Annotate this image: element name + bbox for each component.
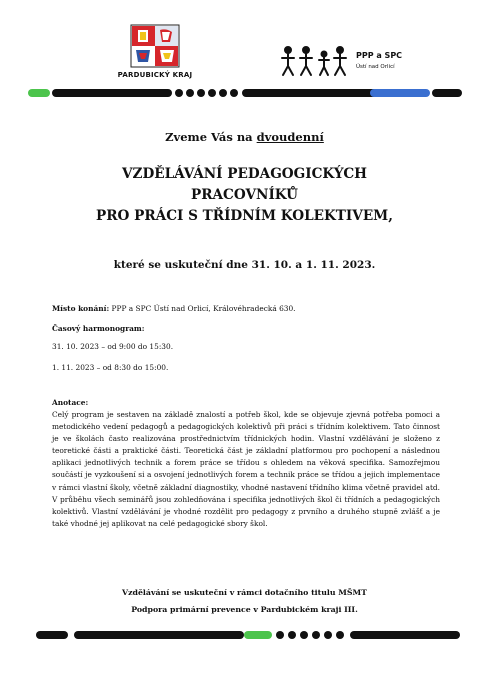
annotation-text: Celý program je sestaven na základě znalostí a potřeb škol, kde se objevuje zjevná potřeba pomoci a metodického vedení pedagogů a pedagogických kolektivů při práci s třídním kolektivem. Tato činnost je ve školách často realizována prostřednictvím třídnických hodin. Vlastní vzdělávání je složeno z teoretické části a praktické části. Teoretická část je základní platformou pro pochopení a následnou aplikaci jednotlivých technik a forem práce se třídou s ohledem na věková specifika. Samozřejmou součástí je vyzkoušení si a osvojení jednotlivých forem a technik práce se třídou a jejich implementace v rámci vlastní školy, včetně základní diagnostiky, vhodné nastavení třídního klima včetně pravidel atd. V průběhu všech seminářů jsou zohledňována i specifika jednotlivých škol či třídních a pedagogických kolektivů. Vlastní vzdělávání je vhodné rozdělit pro pedagogy z prvního a druhého stupně zvlášť a je také vhodné jej aplikovat na celé pedagogické sbory škol.	[52, 410, 440, 528]
decorative-strip-top	[0, 86, 489, 100]
ppp-logo-title: PPP a SPC	[356, 51, 403, 60]
invitation-line	[0, 130, 489, 144]
annotation-label: Anotace:	[52, 398, 89, 407]
title-line-1: VZDĚLÁVÁNÍ PEDAGOGICKÝCH	[121, 166, 368, 182]
title-line-3: PRO PRÁCI S TŘÍDNÍM KOLEKTIVEM,	[96, 208, 393, 224]
invitation-underlined: dvoudenní	[256, 130, 324, 144]
footer-line-1: Vzdělávání se uskuteční v rámci dotačního titulu MŠMT	[122, 588, 367, 597]
event-date-line: které se uskuteční dne 31. 10. a 1. 11. 2023.	[113, 259, 376, 271]
venue-line	[52, 303, 440, 314]
footer-line-2: Podpora primární prevence v Pardubickém kraji III.	[131, 605, 358, 614]
people-figures-icon	[280, 44, 352, 78]
decorative-strip-bottom	[0, 628, 489, 642]
schedule-item-1: 31. 10. 2023 – od 9:00 do 15:30.	[52, 342, 174, 351]
schedule-item-2: 1. 11. 2023 – od 8:30 do 15:00.	[52, 363, 169, 372]
invitation-prefix: Zveme Vás na	[165, 130, 257, 144]
venue-value: PPP a SPC Ústí nad Orlicí, Královéhradecká 630.	[109, 304, 296, 313]
ppp-spc-logo	[280, 44, 420, 84]
title-line-2: PRACOVNÍKŮ	[190, 187, 298, 203]
ppp-logo-subtitle: Ústí nad Orlicí	[356, 64, 395, 70]
pardubice-region-crest-icon	[130, 24, 180, 68]
pardubice-region-logo	[114, 24, 196, 79]
main-title	[0, 164, 489, 227]
schedule-label: Časový harmonogram:	[52, 324, 145, 333]
venue-label: Místo konání:	[52, 304, 110, 313]
region-logo-text: PARDUBICKÝ KRAJ	[117, 71, 193, 79]
